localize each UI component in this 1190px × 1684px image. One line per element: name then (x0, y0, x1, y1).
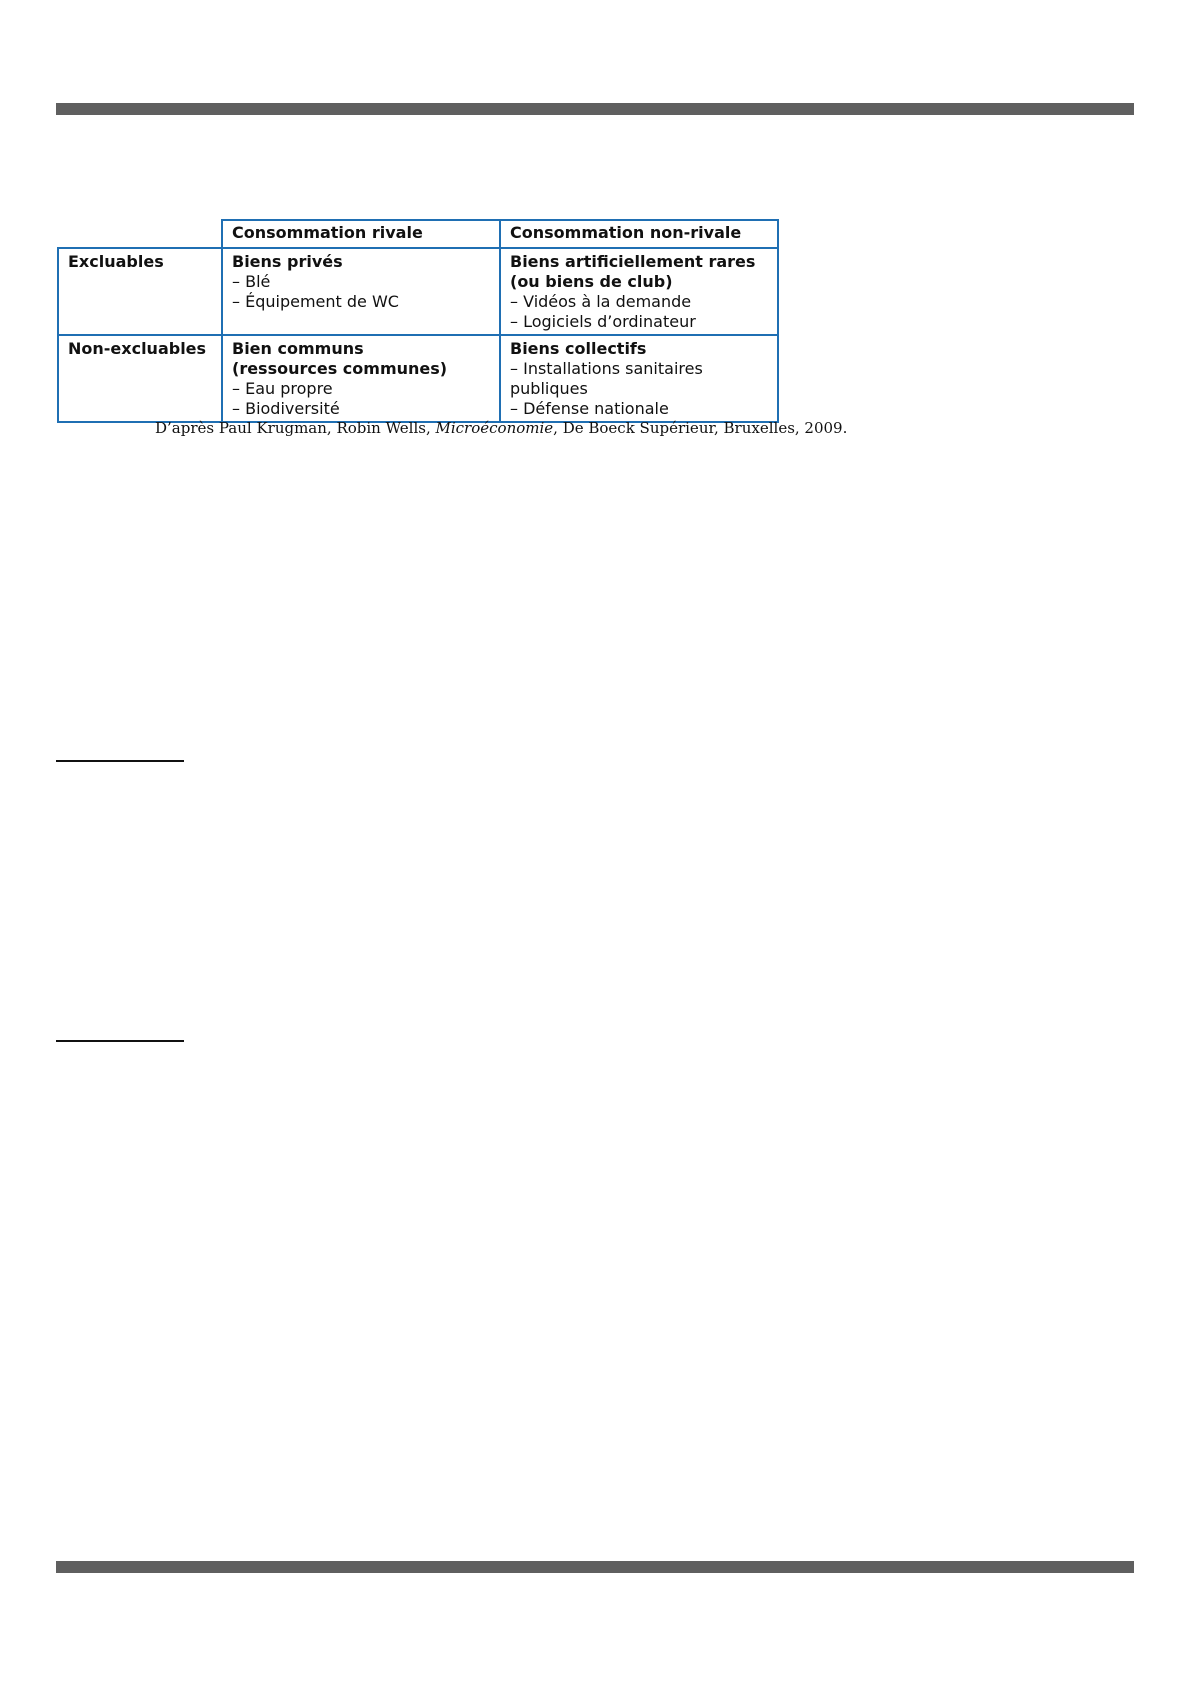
table-corner-cell (58, 220, 222, 248)
list-item: – Eau propre (232, 379, 490, 399)
cell-title (232, 252, 490, 272)
cell-title-line: Biens artificiellement rares (510, 252, 756, 271)
top-rule (56, 103, 1134, 115)
cell-private-goods (222, 248, 500, 335)
cell-title-line: (ressources communes) (232, 359, 448, 378)
cell-title (232, 339, 490, 379)
cell-common-goods (222, 335, 500, 422)
table-row-non-excludable (58, 335, 778, 422)
bottom-rule (56, 1561, 1134, 1573)
cell-title (510, 339, 768, 359)
cell-title-line: Bien communs (232, 339, 364, 358)
cell-title-line: Biens collectifs (510, 339, 647, 358)
cell-title-line: (ou biens de club) (510, 272, 673, 291)
table-header-row (58, 220, 778, 248)
source-prefix: D’après Paul Krugman, Robin Wells, (155, 419, 436, 437)
table-row-excludable (58, 248, 778, 335)
col-header-non-rivalrous: Consommation non-rivale (500, 220, 778, 248)
goods-classification-table-wrapper (57, 219, 779, 423)
list-item: – Défense nationale (510, 399, 768, 419)
answer-underline (56, 760, 184, 762)
list-item: – Équipement de WC (232, 292, 490, 312)
answer-underline (56, 1040, 184, 1042)
list-item: – Installations sanitaires publiques (510, 359, 768, 399)
source-citation (155, 419, 848, 437)
cell-public-goods (500, 335, 778, 422)
list-item: – Vidéos à la demande (510, 292, 768, 312)
row-header-excludable: Excluables (58, 248, 222, 335)
list-item: – Blé (232, 272, 490, 292)
row-header-non-excludable: Non-excluables (58, 335, 222, 422)
source-book-title: Microéconomie (435, 419, 554, 437)
list-item: – Logiciels d’ordinateur (510, 312, 768, 332)
col-header-rivalrous: Consommation rivale (222, 220, 500, 248)
source-suffix: , De Boeck Supérieur, Bruxelles, 2009. (553, 419, 848, 437)
cell-title-line: Biens privés (232, 252, 343, 271)
goods-classification-table (57, 219, 779, 423)
list-item: – Biodiversité (232, 399, 490, 419)
cell-club-goods (500, 248, 778, 335)
cell-title (510, 252, 768, 292)
